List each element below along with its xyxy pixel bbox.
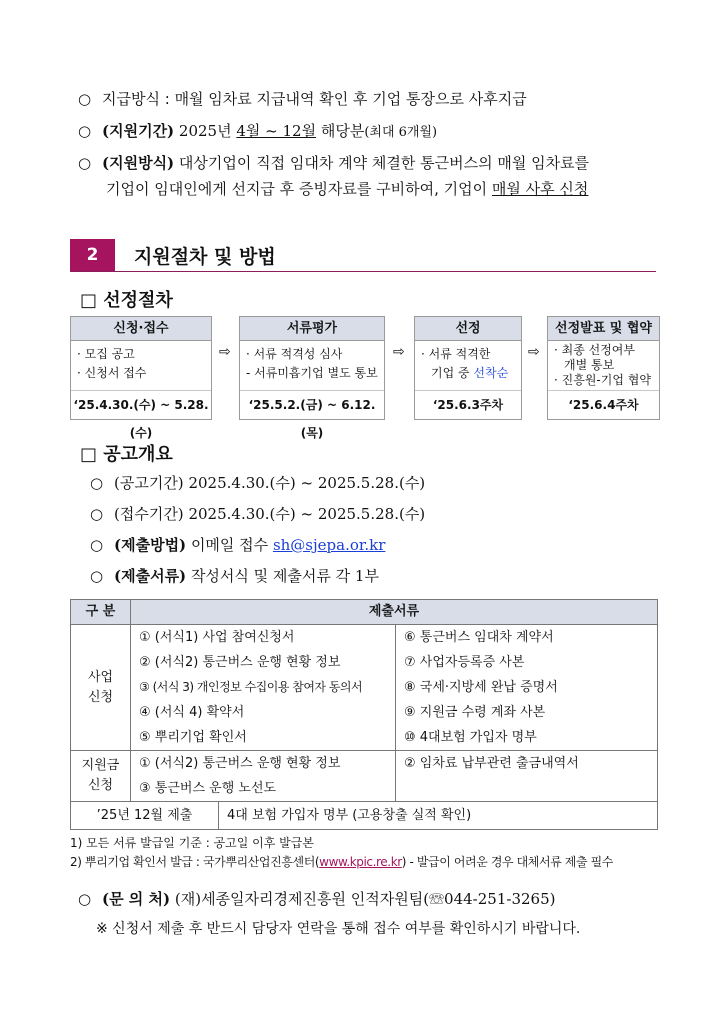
table-header-category: 구 분	[71, 600, 131, 625]
flow-step-announce: 선정발표 및 협약 · 최종 선정여부 개별 통보 · 진흥원-기업 협약 ‘25.6.4주차	[547, 316, 660, 420]
contact-note: ※ 신청서 제출 후 반드시 담당자 연락을 통해 접수 여부를 확인하시기 바랍니다.	[96, 921, 581, 937]
contact-line: ○ (문 의 처) (재)세종일자리경제진흥원 인적자원팀(☏044-251-3265)	[78, 890, 556, 908]
bullet-circle-icon: ○	[90, 567, 104, 585]
arrow-right-icon: ⇨	[219, 344, 231, 360]
section-title: 지원절차 및 방법	[134, 246, 276, 268]
procedure-title: □ 선정절차	[80, 290, 173, 311]
support-period-line: ○ (지원기간) 2025년 4월 ~ 12월 해당분(최대 6개월)	[78, 122, 438, 140]
bullet-circle-icon: ○	[78, 122, 92, 140]
notice-item: ○ (공고기간) 2025.4.30.(수) ~ 2025.5.28.(수)	[90, 474, 426, 492]
bullet-circle-icon: ○	[90, 505, 104, 523]
flow-step-select: 선정 · 서류 적격한 기업 중 선착순 ‘25.6.3주차	[414, 316, 522, 420]
support-way-line: ○ (지원방식) 대상기업이 직접 임대차 계약 체결한 통근버스의 매월 임차료를	[78, 154, 590, 172]
support-method-line: ○ 지급방식 : 매월 임차료 지급내역 확인 후 기업 통장으로 사후지급	[78, 90, 527, 108]
table-row: 지원금 신청 ① (서식2) 통근버스 운행 현황 정보 ③ 통근버스 운행 노선도 ② 임차료 납부관련 출금내역서	[71, 751, 658, 802]
support-way-line2: 기업이 임대인에게 선지급 후 증빙자료를 구비하여, 기업이 매월 사후 신청	[106, 180, 589, 198]
footnote-1: 1) 모든 서류 발급일 기준 : 공고일 이후 발급본	[70, 836, 314, 850]
section-header	[70, 239, 656, 272]
arrow-right-icon: ⇨	[393, 344, 405, 360]
bullet-circle-icon: ○	[90, 474, 104, 492]
email-link[interactable]: sh@sjepa.or.kr	[272, 536, 386, 554]
flow-step-apply: 신청·접수 · 모집 공고 · 신청서 접수 ‘25.4.30.(수) ~ 5.28.(수)	[70, 316, 212, 420]
notice-item: ○ (제출방법) 이메일 접수 sh@sjepa.or.kr	[90, 536, 386, 554]
bullet-circle-icon: ○	[78, 90, 92, 108]
footnote-2: 2) 뿌리기업 확인서 발급 : 국가뿌리산업진흥센터(www.kpic.re.kr) - 발급이 어려운 경우 대체서류 제출 필수	[70, 855, 613, 869]
table-row: ’25년 12월 제출 4대 보험 가입자 명부 (고용창출 실적 확인)	[71, 802, 658, 830]
table-header-documents: 제출서류	[131, 600, 658, 625]
bullet-circle-icon: ○	[78, 154, 92, 172]
bullet-circle-icon: ○	[90, 536, 104, 554]
documents-table	[70, 599, 658, 830]
kpic-link[interactable]: www.kpic.re.kr	[319, 855, 402, 869]
flow-step-review: 서류평가 · 서류 적격성 심사 - 서류미흡기업 별도 통보 ‘25.5.2.(금) ~ 6.12.(목)	[239, 316, 385, 420]
section-number: 2	[70, 239, 115, 271]
arrow-right-icon: ⇨	[528, 344, 540, 360]
notice-item: ○ (제출서류) 작성서식 및 제출서류 각 1부	[90, 567, 379, 585]
notice-title: □ 공고개요	[80, 444, 173, 465]
notice-item: ○ (접수기간) 2025.4.30.(수) ~ 2025.5.28.(수)	[90, 505, 426, 523]
table-row: 사업 신청 ① (서식1) 사업 참여신청서 ② (서식2) 통근버스 운행 현황 정보 ③ (서식 3) 개인정보 수집이용 참여자 동의서 ④ (서식 4) 확약서 ⑤ 뿌리기업 확인서 ⑥ 통근버스 임대차 계약서 ⑦ 사업자등록증 사본 ⑧ 국세·지방세 완납 증명서 ⑨ 지원금 수령 계좌 사본 ⑩ 4대보험 가입자 명부	[71, 625, 658, 751]
bullet-circle-icon: ○	[78, 890, 92, 908]
